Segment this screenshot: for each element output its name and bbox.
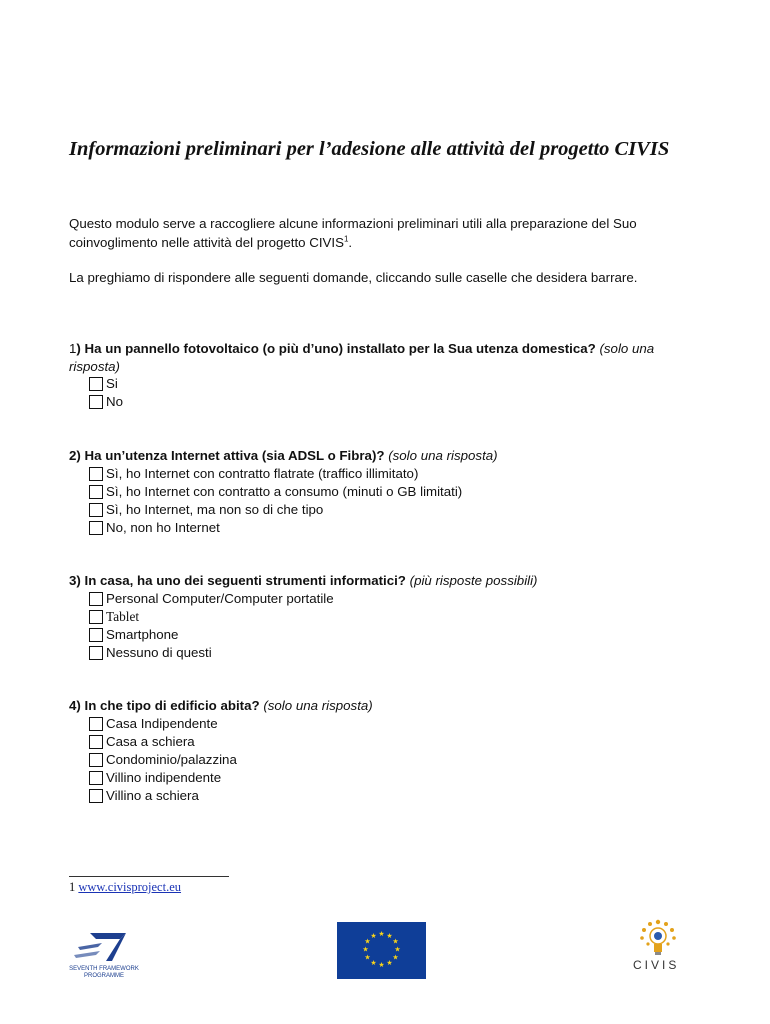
intro-line-2-text: coinvoglimento nelle attività del progetto CIVIS <box>69 235 344 250</box>
svg-text:★: ★ <box>364 953 371 962</box>
option-label: No, non ho Internet <box>106 520 220 536</box>
checkbox[interactable] <box>89 735 103 749</box>
footnote-number: 1 <box>69 880 79 894</box>
svg-text:SEVENTH FRAMEWORK: SEVENTH FRAMEWORK <box>69 966 139 972</box>
option-label: Sì, ho Internet, ma non so di che tipo <box>106 502 324 518</box>
option-label: Smartphone <box>106 627 179 643</box>
checkbox[interactable] <box>89 503 103 517</box>
option-condominio[interactable] <box>89 751 237 769</box>
option-nessuno[interactable] <box>89 644 334 662</box>
checkbox[interactable] <box>89 753 103 767</box>
option-smartphone[interactable] <box>89 626 334 644</box>
question-2-note: (solo una risposta) <box>388 448 498 463</box>
question-2-options <box>89 465 462 537</box>
question-4-note: (solo una risposta) <box>263 698 373 713</box>
question-4 <box>69 697 689 715</box>
intro-line-2 <box>69 233 352 253</box>
option-pc[interactable] <box>89 590 334 608</box>
fp7-logo <box>68 925 140 981</box>
page-title: Informazioni preliminari per l’adesione alle attività del progetto CIVIS <box>69 138 670 160</box>
option-tablet[interactable] <box>89 608 334 626</box>
checkbox[interactable] <box>89 377 103 391</box>
option-non-so[interactable] <box>89 501 462 519</box>
question-1-number: 1 <box>69 341 77 356</box>
question-3-options <box>89 590 334 662</box>
svg-text:★: ★ <box>362 945 369 954</box>
eu-flag-logo <box>337 922 426 979</box>
question-2 <box>69 447 689 465</box>
checkbox[interactable] <box>89 789 103 803</box>
option-label: Personal Computer/Computer portatile <box>106 591 334 607</box>
svg-text:★: ★ <box>394 945 401 954</box>
option-label: Villino a schiera <box>106 788 199 803</box>
option-label: Casa a schiera <box>106 734 195 750</box>
option-label: Casa Indipendente <box>106 716 218 732</box>
option-no[interactable] <box>89 393 123 411</box>
svg-text:★: ★ <box>364 937 371 946</box>
option-flatrate[interactable] <box>89 465 462 483</box>
option-label: Condominio/palazzina <box>106 752 237 768</box>
question-3 <box>69 572 689 590</box>
option-casa-indipendente[interactable] <box>89 715 237 733</box>
question-1 <box>69 340 689 376</box>
checkbox[interactable] <box>89 521 103 535</box>
option-label: Si <box>106 376 118 392</box>
question-3-number: 3) <box>69 573 85 588</box>
checkbox[interactable] <box>89 717 103 731</box>
question-3-note: (più risposte possibili) <box>409 573 538 588</box>
checkbox[interactable] <box>89 771 103 785</box>
svg-text:PROGRAMME: PROGRAMME <box>83 973 125 979</box>
question-1-options <box>89 375 123 411</box>
intro-instructions: La preghiamo di rispondere alle seguenti domande, cliccando sulle caselle che desidera barrare. <box>69 270 638 285</box>
checkbox[interactable] <box>89 610 103 624</box>
question-2-text: Ha un’utenza Internet attiva (sia ADSL o Fibra)? <box>84 448 385 463</box>
question-2-number: 2) <box>69 448 85 463</box>
intro-line-1: Questo modulo serve a raccogliere alcune informazioni preliminari utili alla preparazione del Suo <box>69 216 637 231</box>
footnote-divider <box>69 876 229 877</box>
option-si[interactable] <box>89 375 123 393</box>
option-label: Tablet <box>106 608 140 624</box>
option-label: Sì, ho Internet con contratto flatrate (traffico illimitato) <box>106 466 419 482</box>
question-4-options <box>89 715 237 804</box>
option-no-internet[interactable] <box>89 519 462 537</box>
option-label: Villino indipendente <box>106 770 222 786</box>
checkbox[interactable] <box>89 592 103 606</box>
footnote <box>69 880 181 895</box>
footnote-ref[interactable]: 1 <box>343 234 349 244</box>
svg-text:★: ★ <box>370 959 377 967</box>
question-3-text: In casa, ha uno dei seguenti strumenti informatici? <box>84 573 406 588</box>
question-1-note: (solo una risposta) <box>69 341 655 374</box>
option-consumo[interactable] <box>89 483 462 501</box>
checkbox[interactable] <box>89 485 103 499</box>
question-4-text: In che tipo di edificio abita? <box>84 698 260 713</box>
footnote-link[interactable]: www.civisproject.eu <box>78 880 182 894</box>
question-1-text: ) Ha un pannello fotovoltaico (o più d’uno) installato per la Sua utenza domestica? <box>76 341 596 356</box>
svg-text:★: ★ <box>386 932 393 940</box>
checkbox[interactable] <box>89 395 103 409</box>
option-label: No <box>106 394 123 410</box>
svg-text:★: ★ <box>378 961 385 969</box>
checkbox[interactable] <box>89 646 103 660</box>
option-label: Nessuno di questi <box>106 645 212 661</box>
svg-text:★: ★ <box>386 959 393 967</box>
option-villino-schiera[interactable] <box>89 787 237 805</box>
checkbox[interactable] <box>89 467 103 481</box>
question-4-number: 4) <box>69 698 85 713</box>
svg-text:★: ★ <box>392 953 399 962</box>
option-label: Sì, ho Internet con contratto a consumo (minuti o GB limitati) <box>106 484 463 500</box>
svg-text:★: ★ <box>392 937 399 946</box>
civis-wordmark: CIVIS <box>633 958 680 972</box>
checkbox[interactable] <box>89 628 103 642</box>
intro-line-2-end: . <box>348 235 353 250</box>
option-villino-indipendente[interactable] <box>89 769 237 787</box>
option-casa-schiera[interactable] <box>89 733 237 751</box>
svg-text:★: ★ <box>378 930 385 938</box>
svg-text:★: ★ <box>370 932 377 940</box>
